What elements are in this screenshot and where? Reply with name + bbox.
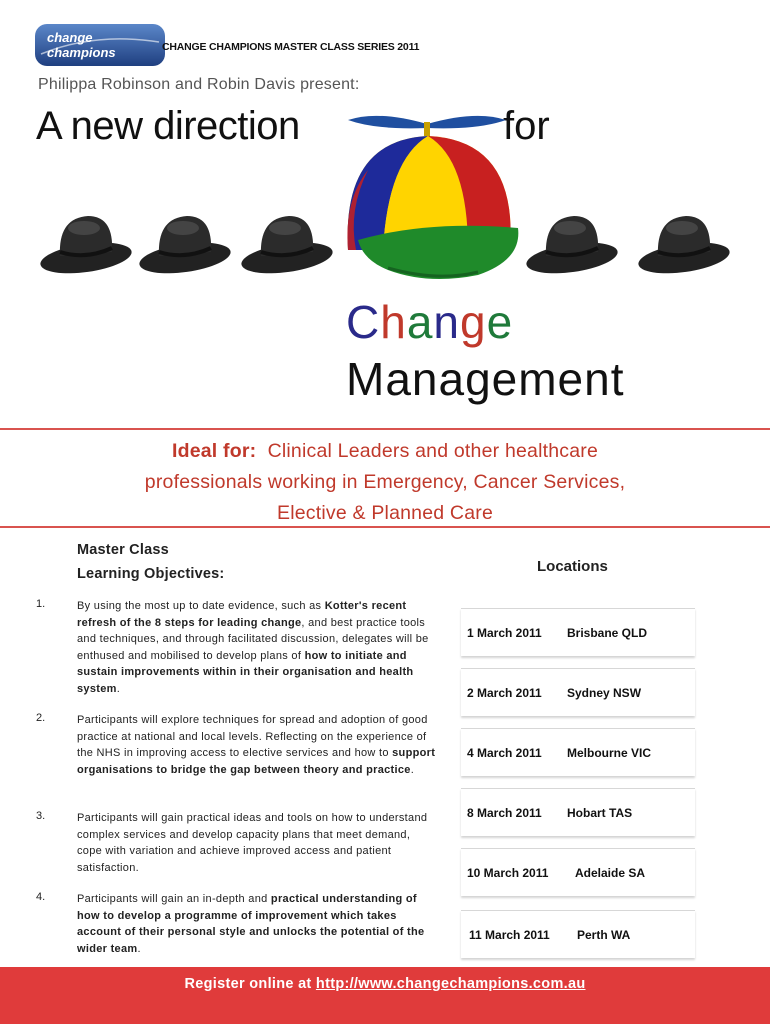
location-city: Adelaide SA bbox=[575, 866, 646, 880]
headline-part1: A new direction bbox=[36, 104, 300, 148]
ideal-for-line2: professionals working in Emergency, Cancer Services, bbox=[144, 471, 626, 493]
objectives-heading-line1: Master Class bbox=[77, 542, 169, 558]
location-row bbox=[461, 848, 695, 896]
bowler-hat-icon bbox=[135, 208, 235, 278]
objective-segment: . bbox=[410, 763, 415, 776]
location-date: 8 March 2011 bbox=[467, 806, 542, 820]
location-city: Brisbane QLD bbox=[567, 626, 648, 640]
location-date: 11 March 2011 bbox=[469, 928, 550, 942]
change-letter: e bbox=[486, 296, 514, 348]
series-title: CHANGE CHAMPIONS MASTER CLASS SERIES 2011 bbox=[162, 41, 420, 53]
objective-number: 3. bbox=[36, 810, 46, 822]
objective-segment: By using the most up to date evidence, such as bbox=[77, 600, 325, 612]
objective-number: 4. bbox=[36, 891, 46, 903]
objective-segment: . bbox=[137, 942, 141, 955]
objective-segment: Participants will gain an in-depth and bbox=[77, 893, 271, 905]
objective-number: 1. bbox=[36, 598, 46, 610]
management-word: Management bbox=[346, 353, 625, 405]
objective-emphasis: support organisations to bridge the gap between theory and practice bbox=[77, 747, 436, 776]
ideal-for-line1: Clinical Leaders and other healthcare bbox=[267, 440, 599, 462]
location-row bbox=[461, 788, 695, 836]
bowler-hat-icon bbox=[634, 208, 734, 278]
bowler-hat-icon bbox=[36, 208, 136, 278]
footer-prefix: Register online at bbox=[184, 976, 316, 992]
register-link[interactable]: http://www.changechampions.com.au bbox=[315, 976, 586, 992]
logo-line2: champions bbox=[47, 45, 116, 60]
change-letter: a bbox=[406, 296, 434, 348]
change-letter: h bbox=[380, 296, 407, 348]
location-date: 1 March 2011 bbox=[467, 626, 542, 640]
objective-text bbox=[77, 598, 437, 697]
location-row bbox=[461, 910, 695, 958]
location-row bbox=[461, 608, 695, 656]
location-row bbox=[461, 728, 695, 776]
divider-top bbox=[0, 428, 770, 430]
change-letter: C bbox=[346, 296, 381, 348]
ideal-for-label: Ideal for: bbox=[171, 440, 257, 462]
footer-register bbox=[0, 976, 770, 992]
ideal-for-block bbox=[0, 436, 770, 529]
objective-text bbox=[77, 712, 437, 778]
location-city: Sydney NSW bbox=[567, 686, 642, 700]
objective-text bbox=[77, 810, 437, 876]
change-champions-logo bbox=[35, 24, 165, 66]
change-letter: n bbox=[433, 296, 461, 348]
objective-segment: Participants will gain practical ideas and tools on how to understand complex services and develop capacity plans that meet demand, cope with variation and achieve improved access and patient satisfaction. bbox=[77, 812, 428, 874]
location-date: 4 March 2011 bbox=[467, 746, 542, 760]
presenters-line: Philippa Robinson and Robin Davis present: bbox=[38, 76, 360, 93]
location-city: Perth WA bbox=[577, 928, 631, 942]
location-row bbox=[461, 668, 695, 716]
location-city: Melbourne VIC bbox=[567, 746, 652, 760]
objective-emphasis: Kotter's recent refresh of the 8 steps for leading change bbox=[77, 600, 407, 629]
objective-number: 2. bbox=[36, 712, 46, 724]
objective-segment: , and best practice tools and techniques, and through facilitated discussion, delegates will be enthused and mobilised to develop plans of bbox=[77, 616, 429, 662]
location-date: 2 March 2011 bbox=[467, 686, 542, 700]
logo-line1: change bbox=[47, 30, 93, 45]
bowler-hat-icon bbox=[237, 208, 337, 278]
divider-bottom bbox=[0, 526, 770, 528]
objective-segment: . bbox=[116, 682, 121, 695]
objective-segment: Participants will explore techniques for spread and adoption of good practice at national and local levels. Reflecting on the experience of the NHS in improving access to elective services and how to bbox=[77, 714, 428, 759]
change-letter: g bbox=[460, 296, 487, 348]
objective-emphasis: practical understanding of how to develop a programme of improvement which takes account of their personal style and unlocks the potential of the wider team bbox=[77, 893, 425, 955]
ideal-for-line3: Elective & Planned Care bbox=[277, 502, 493, 524]
objective-emphasis: how to initiate and sustain improvements within in their organisation and health system bbox=[77, 649, 414, 695]
change-word bbox=[346, 295, 513, 349]
objective-text bbox=[77, 891, 437, 957]
propeller-cap-icon bbox=[328, 100, 526, 300]
headline-part2: for bbox=[503, 104, 550, 148]
bowler-hat-icon bbox=[522, 208, 622, 278]
objectives-heading-line2: Learning Objectives: bbox=[77, 566, 225, 582]
objectives-heading bbox=[77, 538, 224, 586]
location-city: Hobart TAS bbox=[567, 806, 633, 820]
location-date: 10 March 2011 bbox=[467, 866, 549, 880]
locations-heading: Locations bbox=[537, 558, 608, 575]
